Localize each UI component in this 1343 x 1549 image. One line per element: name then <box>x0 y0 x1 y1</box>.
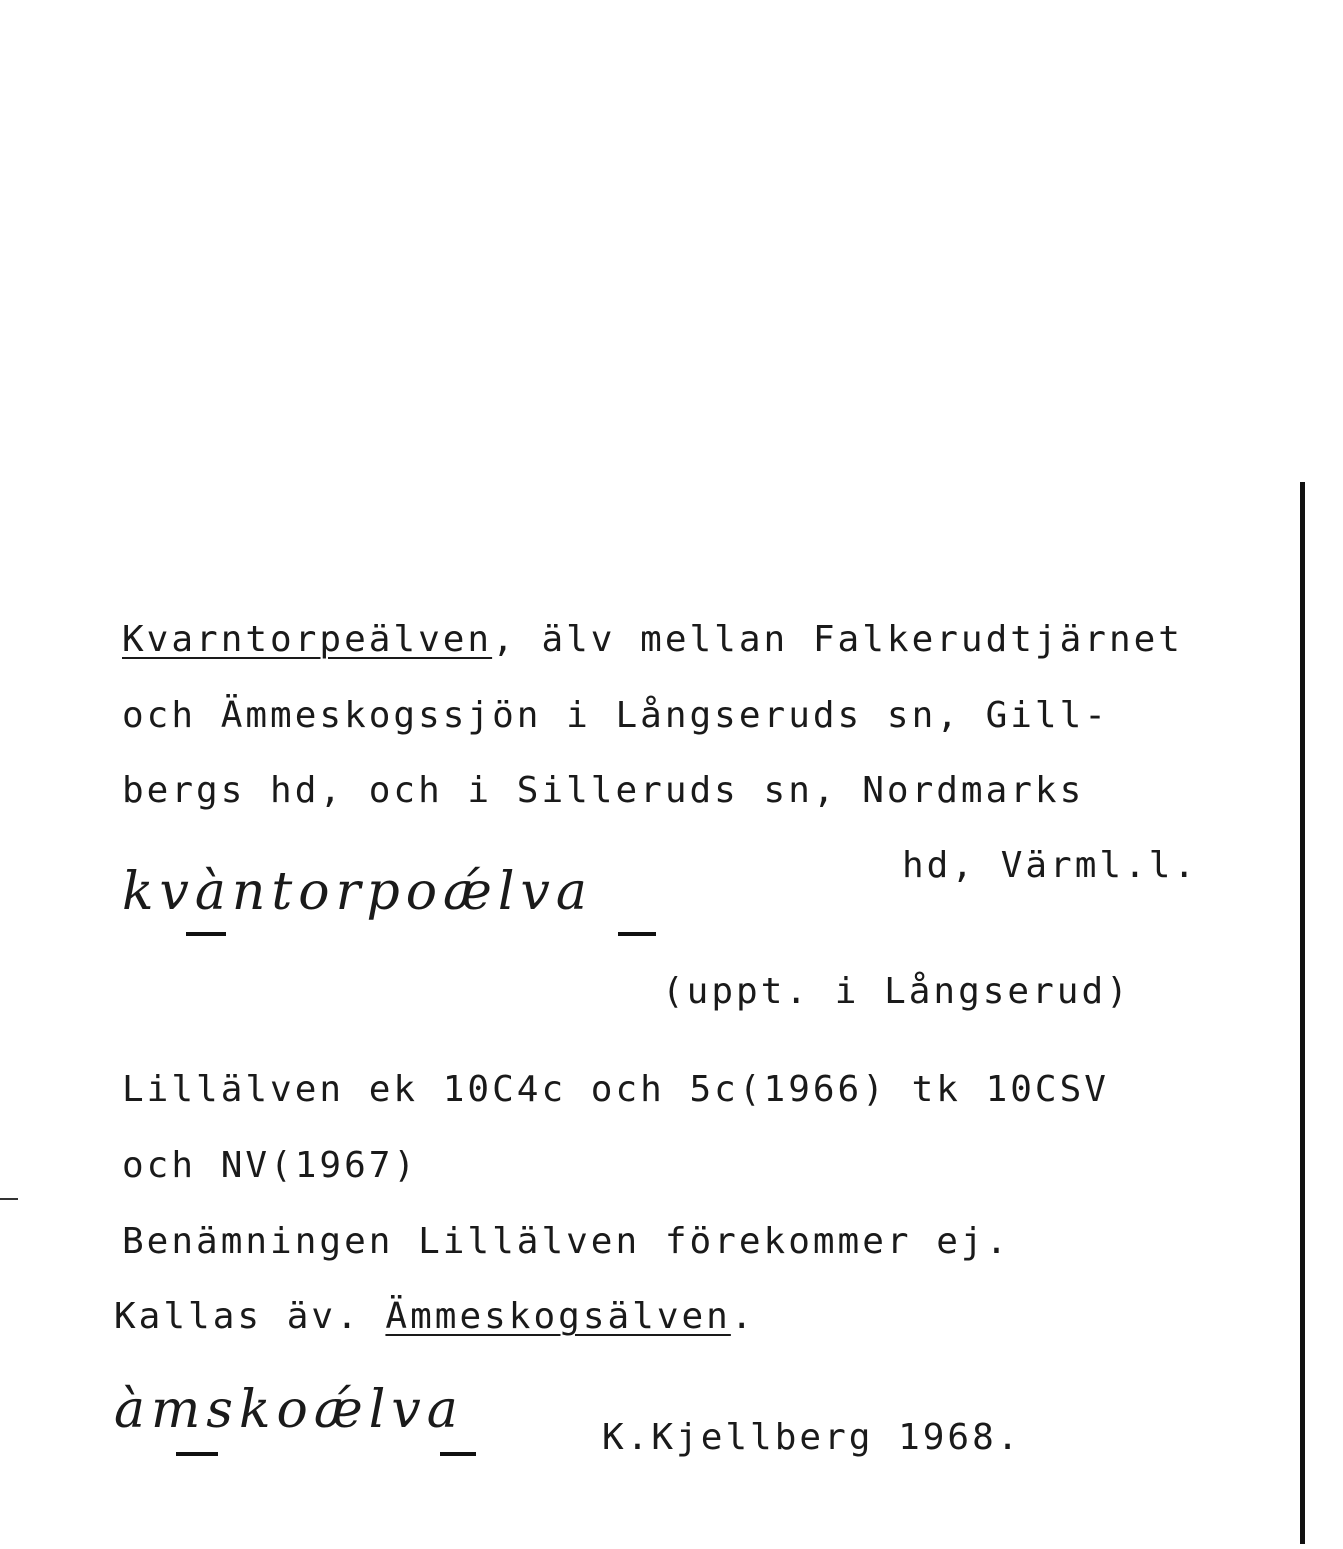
alt-name: Ämmeskogsälven <box>385 1296 731 1337</box>
pronunciation-1-underline-a <box>186 932 226 936</box>
alt-name-prefix: Kallas äv. <box>114 1296 386 1337</box>
card-right-border <box>1300 482 1305 1544</box>
card-left-edge-mark <box>0 1198 18 1200</box>
pronunciation-1-underline-l <box>618 932 656 936</box>
source-note: (uppt. i Långserud) <box>662 971 1131 1012</box>
headword: Kvarntorpeälven <box>122 619 493 660</box>
handwritten-pronunciation-1: kvàntorpoǽlva <box>122 862 593 922</box>
pronunciation-2-underline-l <box>440 1452 476 1456</box>
entry-line-8: Benämningen Lillälven förekommer ej. <box>122 1221 1011 1262</box>
entry-line-3: bergs hd, och i Silleruds sn, Nordmarks <box>122 770 1085 811</box>
entry-line-7: och NV(1967) <box>122 1145 419 1186</box>
entry-line-2: och Ämmeskogssjön i Långseruds sn, Gill- <box>122 695 1109 736</box>
pronunciation-2-underline-m <box>176 1452 218 1456</box>
entry-line-1 <box>122 620 1183 660</box>
signature: K.Kjellberg 1968. <box>602 1417 1022 1458</box>
handwritten-pronunciation-2: àmskoǽlva <box>114 1380 464 1440</box>
alt-name-suffix: . <box>730 1296 756 1337</box>
entry-line-9 <box>114 1297 756 1337</box>
entry-line-4: hd, Värml.l. <box>902 845 1199 886</box>
entry-line-6: Lillälven ek 10C4c och 5c(1966) tk 10CSV <box>122 1069 1109 1110</box>
entry-definition-start: , älv mellan Falkerudtjärnet <box>492 619 1183 660</box>
